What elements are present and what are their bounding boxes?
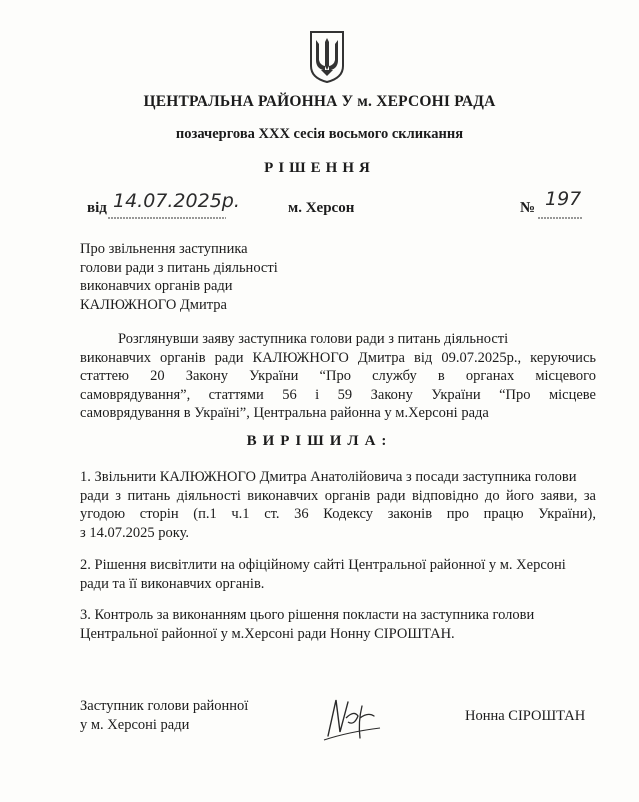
item-1-line: угодою сторін (п.1 ч.1 ст. 36 Кодексу законів про працю України), — [80, 506, 596, 522]
item-1-line: з 14.07.2025 року. — [80, 524, 189, 541]
preamble-line: статтею 20 Закону України “Про службу в органах місцевого — [80, 368, 596, 384]
item-3-line: 3. Контроль за виконанням цього рішення покласти на заступника голови — [80, 607, 535, 623]
preamble-line: виконавчих органів ради КАЛЮЖНОГО Дмитра від 09.07.2025р., керуючись — [80, 349, 596, 366]
trident-emblem-icon — [309, 30, 345, 84]
number-prefix: № — [520, 200, 536, 216]
signatory-name: Нонна СІРОШТАН — [465, 708, 586, 724]
date-underline — [108, 216, 226, 220]
council-title: ЦЕНТРАЛЬНА РАЙОННА У м. ХЕРСОНІ РАДА — [143, 93, 496, 110]
city: м. Херсон — [288, 200, 355, 216]
document-type: РІШЕННЯ — [264, 160, 375, 176]
item-2-line: ради та її виконавчих органів. — [80, 575, 265, 592]
handwritten-number: 197 — [545, 188, 582, 210]
item-1-line: 1. Звільнити КАЛЮЖНОГО Дмитра Анатолійовича з посади заступника голови — [80, 469, 577, 485]
subject-line: виконавчих органів ради — [80, 278, 233, 294]
number-underline — [538, 216, 583, 220]
position-line: у м. Херсоні ради — [80, 716, 190, 733]
preamble-line: самоврядування в Україні”, Центральна районна у м.Херсоні рада — [80, 405, 489, 421]
item-1-line: ради з питань діяльності виконавчих органів ради відповідно до його заяви, за — [80, 487, 596, 504]
item-2-line: 2. Рішення висвітлити на офіційному сайті Центральної районної у м. Херсоні — [80, 557, 566, 573]
decided-heading: ВИРІШИЛА: — [246, 433, 393, 449]
handwritten-date: 14.07.2025р. — [113, 190, 240, 212]
preamble-line: Розглянувши заяву заступника голови ради з питань діяльності — [118, 331, 509, 347]
signatory-position — [80, 697, 248, 734]
session-title: позачергова XXX сесія восьмого скликання — [175, 126, 464, 142]
subject-line: Про звільнення заступника — [80, 241, 248, 257]
subject-line: голови ради з питань діяльності — [80, 259, 278, 276]
date-prefix: від — [87, 200, 107, 216]
dateline — [0, 188, 639, 222]
position-line: Заступник голови районної — [80, 698, 249, 714]
decision-subject — [80, 240, 350, 314]
handwritten-signature — [318, 692, 388, 750]
preamble-line: самоврядування”, статтями 56 і 59 Закону України “Про місцеве — [80, 386, 596, 403]
subject-line: КАЛЮЖНОГО Дмитра — [80, 296, 227, 313]
item-3-line: Центральної районної у м.Херсоні ради Нонну СІРОШТАН. — [80, 625, 455, 642]
